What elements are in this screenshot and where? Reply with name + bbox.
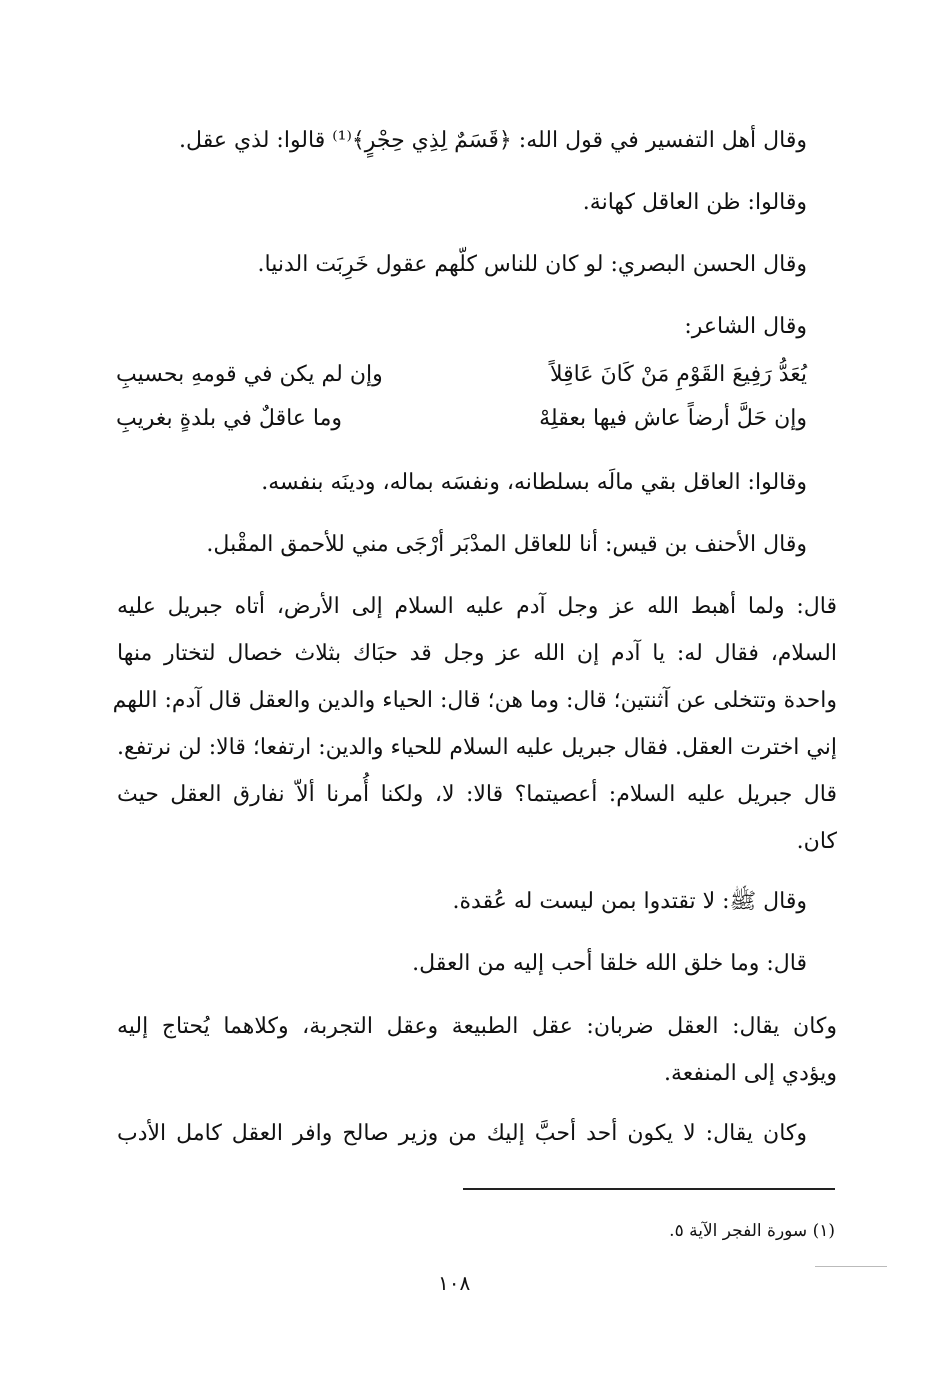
text-line-uqda: وقال ﷺ: لا تقتدوا بمن ليست له عُقدة. [452,889,807,914]
footnote-separator [463,1188,835,1190]
paragraph-adam-line-1: قال: ولما أهبط الله عز وجل آدم عليه السلام إلى الأرض، أتاه جبريل عليه [117,594,837,619]
poem-verse-1-first-hemistich: يُعَدُّ رَفِيعَ القَوْمِ مَنْ كَانَ عَاقِلاً [549,362,807,387]
footnote: (١) سورة الفجر الآية ٥. [669,1221,835,1241]
paragraph-adam-line-5: قال جبريل عليه السلام: أعصيتما؟ قالا: لا، ولكنا أُمرنا ألاّ نفارق العقل حيث [117,782,837,807]
poem-verse-2-second-hemistich: وما عاقلٌ في بلدةٍ بغريبِ [116,406,343,431]
paragraph-adam-line-4: إني اخترت العقل. فقال جبريل عليه السلام للحياء والدين: ارتفعا؛ قالا: لن نرتفع. [117,735,837,760]
text-line-tafsir: وقال أهل التفسير في قول الله: ﴿قَسَمٌ لِذِي حِجْرٍ﴾⁽¹⁾ قالوا: لذي عقل. [179,128,807,153]
scan-mark [815,1266,887,1267]
text-line-khalq: قال: وما خلق الله خلقا أحب إليه من العقل. [412,951,807,976]
poem-verse-1-second-hemistich: وإن لم يكن في قومهِ بحسيبِ [116,362,383,387]
paragraph-adam-line-3: واحدة وتتخلى عن آثنتين؛ قال: وما هن؛ قال: الحياء والدين والعقل قال آدم: اللهم [112,688,837,713]
paragraph-aql-line-1: وكان يقال: العقل ضربان: عقل الطبيعة وعقل التجربة، وكلاهما يُحتاج إليه [117,1014,837,1039]
text-line-wazir: وكان يقال: لا يكون أحد أحبَّ إليك من وزير صالح وافر العقل كامل الأدب [117,1121,807,1146]
paragraph-aql-line-2: ويؤدي إلى المنفعة. [664,1061,837,1086]
text-line-ahnaf: وقال الأحنف بن قيس: أنا للعاقل المدْبَر أرْجَى مني للأحمق المقْبل. [206,532,807,557]
text-line-poet-intro: وقال الشاعر: [684,314,807,339]
text-line-aqil-mal: وقالوا: العاقل بقي مالَه بسلطانه، ونفسَه بماله، ودينَه بنفسه. [261,470,807,495]
paragraph-adam-line-6: كان. [796,829,837,854]
text-line-kahana: وقالوا: ظن العاقل كهانة. [582,190,807,215]
paragraph-adam-line-2: السلام، فقال له: يا آدم إن الله عز وجل قد حبَاك بثلاث خصال لتختار منها [117,641,837,666]
text-line-hasan-basri: وقال الحسن البصري: لو كان للناس كلّهم عقول خَرِبَت الدنيا. [257,252,807,277]
poem-verse-2-first-hemistich: وإن حَلَّ أرضاً عاش فيها بعقلِهْ [539,406,807,431]
page-number: ١٠٨ [438,1271,471,1295]
